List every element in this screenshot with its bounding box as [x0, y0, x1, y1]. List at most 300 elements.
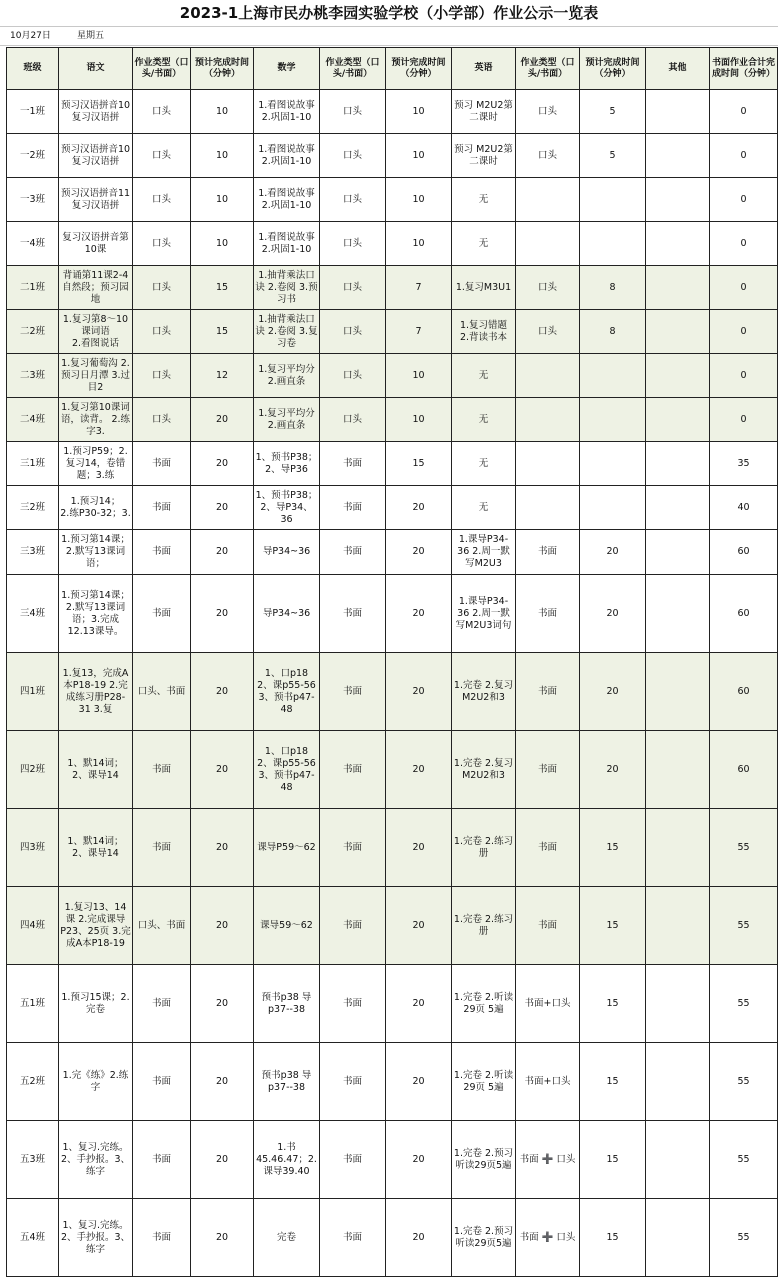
english-cell[interactable] — [452, 442, 516, 486]
total-cell[interactable] — [710, 90, 778, 134]
class-cell[interactable] — [7, 1043, 59, 1121]
type-math-cell[interactable] — [320, 222, 386, 266]
total-cell[interactable] — [710, 530, 778, 575]
time-english-cell[interactable] — [580, 178, 646, 222]
type-math-cell[interactable] — [320, 530, 386, 575]
other-cell[interactable] — [646, 266, 710, 310]
chinese-cell[interactable] — [59, 1043, 133, 1121]
english-cell[interactable] — [452, 1121, 516, 1199]
time-math-cell[interactable] — [386, 266, 452, 310]
header-time-english[interactable]: 预计完成时间（分钟） — [580, 48, 646, 90]
class-cell[interactable] — [7, 398, 59, 442]
type-math-cell[interactable] — [320, 1199, 386, 1277]
english-cell[interactable] — [452, 90, 516, 134]
time-chinese-cell[interactable] — [191, 266, 254, 310]
time-chinese-cell[interactable] — [191, 178, 254, 222]
other-cell[interactable] — [646, 887, 710, 965]
total-cell[interactable] — [710, 575, 778, 653]
type-english-cell[interactable] — [516, 266, 580, 310]
type-chinese-cell[interactable] — [133, 178, 191, 222]
total-cell[interactable] — [710, 134, 778, 178]
time-math-cell[interactable] — [386, 486, 452, 530]
type-math-cell[interactable] — [320, 809, 386, 887]
time-math-cell[interactable] — [386, 1043, 452, 1121]
table-row — [7, 653, 778, 731]
time-chinese-cell[interactable] — [191, 731, 254, 809]
chinese-cell[interactable] — [59, 178, 133, 222]
time-english-cell-text: 15 — [606, 1231, 619, 1243]
other-cell[interactable] — [646, 809, 710, 887]
class-cell[interactable] — [7, 575, 59, 653]
chinese-cell[interactable] — [59, 731, 133, 809]
other-cell[interactable] — [646, 1121, 710, 1199]
type-chinese-cell[interactable] — [133, 398, 191, 442]
chinese-cell[interactable] — [59, 354, 133, 398]
chinese-cell[interactable] — [59, 1121, 133, 1199]
total-cell[interactable] — [710, 965, 778, 1043]
type-math-cell[interactable] — [320, 134, 386, 178]
time-math-cell[interactable] — [386, 965, 452, 1043]
class-cell[interactable] — [7, 809, 59, 887]
chinese-cell[interactable] — [59, 90, 133, 134]
total-cell-text: 55 — [737, 919, 750, 931]
total-cell[interactable] — [710, 1199, 778, 1277]
type-math-cell-text: 书面 — [342, 1075, 362, 1087]
time-math-cell[interactable] — [386, 887, 452, 965]
other-cell[interactable] — [646, 442, 710, 486]
type-chinese-cell-text: 口头 — [151, 413, 171, 425]
total-cell[interactable] — [710, 731, 778, 809]
chinese-cell-text: 1.完《练》2.练字 — [62, 1069, 129, 1093]
class-cell[interactable] — [7, 178, 59, 222]
math-cell[interactable] — [254, 887, 320, 965]
type-math-cell[interactable] — [320, 442, 386, 486]
math-cell[interactable] — [254, 222, 320, 266]
class-cell[interactable] — [7, 266, 59, 310]
time-chinese-cell[interactable] — [191, 965, 254, 1043]
time-chinese-cell[interactable] — [191, 887, 254, 965]
total-cell[interactable] — [710, 442, 778, 486]
type-chinese-cell[interactable] — [133, 222, 191, 266]
math-cell[interactable] — [254, 486, 320, 530]
english-cell[interactable] — [452, 530, 516, 575]
header-math[interactable]: 数学 — [254, 48, 320, 90]
math-cell[interactable] — [254, 1199, 320, 1277]
time-math-cell[interactable] — [386, 731, 452, 809]
time-chinese-cell[interactable] — [191, 90, 254, 134]
english-cell[interactable] — [452, 398, 516, 442]
english-cell-text: 1.完卷 2.练习册 — [453, 835, 514, 859]
math-cell[interactable] — [254, 310, 320, 354]
time-chinese-cell-text: 10 — [215, 237, 229, 249]
type-math-cell-text: 书面 — [342, 997, 362, 1009]
type-math-cell-text: 书面 — [342, 1153, 362, 1165]
class-cell[interactable] — [7, 442, 59, 486]
type-math-cell[interactable] — [320, 653, 386, 731]
other-cell[interactable] — [646, 530, 710, 575]
class-cell[interactable] — [7, 134, 59, 178]
type-english-cell[interactable] — [516, 530, 580, 575]
time-english-cell[interactable] — [580, 653, 646, 731]
header-total[interactable]: 书面作业合计完成时间（分钟） — [710, 48, 778, 90]
type-english-cell[interactable] — [516, 731, 580, 809]
time-math-cell[interactable] — [386, 653, 452, 731]
type-english-cell[interactable] — [516, 90, 580, 134]
type-math-cell[interactable] — [320, 731, 386, 809]
english-cell[interactable] — [452, 731, 516, 809]
english-cell[interactable] — [452, 178, 516, 222]
header-type-chinese[interactable]: 作业类型（口头/书面） — [133, 48, 191, 90]
type-math-cell[interactable] — [320, 90, 386, 134]
other-cell[interactable] — [646, 222, 710, 266]
chinese-cell[interactable] — [59, 1199, 133, 1277]
english-cell[interactable] — [452, 266, 516, 310]
math-cell[interactable] — [254, 1043, 320, 1121]
time-english-cell[interactable] — [580, 90, 646, 134]
total-cell[interactable] — [710, 653, 778, 731]
time-english-cell[interactable] — [580, 1121, 646, 1199]
type-math-cell-text: 口头 — [342, 149, 362, 161]
header-other[interactable]: 其他 — [646, 48, 710, 90]
type-chinese-cell-text: 书面 — [151, 546, 171, 557]
other-cell[interactable] — [646, 1043, 710, 1121]
english-cell[interactable] — [452, 134, 516, 178]
time-math-cell[interactable] — [386, 222, 452, 266]
other-cell[interactable] — [646, 1199, 710, 1277]
math-cell[interactable] — [254, 809, 320, 887]
class-cell[interactable] — [7, 222, 59, 266]
chinese-cell[interactable] — [59, 809, 133, 887]
time-math-cell[interactable] — [386, 1199, 452, 1277]
time-english-cell[interactable] — [580, 1199, 646, 1277]
type-math-cell-text: 口头 — [342, 105, 362, 117]
time-chinese-cell[interactable] — [191, 442, 254, 486]
time-english-cell[interactable] — [580, 486, 646, 530]
time-english-cell-text: 20 — [606, 685, 619, 697]
math-cell[interactable] — [254, 530, 320, 575]
type-chinese-cell[interactable] — [133, 266, 191, 310]
type-english-cell[interactable] — [516, 1121, 580, 1199]
class-cell[interactable] — [7, 731, 59, 809]
class-cell[interactable] — [7, 354, 59, 398]
type-chinese-cell[interactable] — [133, 1121, 191, 1199]
time-math-cell[interactable] — [386, 134, 452, 178]
type-chinese-cell-text: 书面 — [151, 841, 171, 853]
time-chinese-cell[interactable] — [191, 1199, 254, 1277]
type-english-cell[interactable] — [516, 222, 580, 266]
total-cell[interactable] — [710, 178, 778, 222]
type-chinese-cell[interactable] — [133, 486, 191, 530]
date-cell[interactable]: 10月27日 — [10, 31, 51, 41]
math-cell[interactable] — [254, 653, 320, 731]
chinese-cell[interactable] — [59, 653, 133, 731]
type-english-cell[interactable] — [516, 965, 580, 1043]
time-math-cell[interactable] — [386, 354, 452, 398]
chinese-cell[interactable] — [59, 134, 133, 178]
time-chinese-cell[interactable] — [191, 398, 254, 442]
time-chinese-cell[interactable] — [191, 530, 254, 575]
time-math-cell[interactable] — [386, 398, 452, 442]
class-cell-text: 五4班 — [19, 1231, 46, 1243]
chinese-cell[interactable] — [59, 530, 133, 575]
english-cell[interactable] — [452, 1043, 516, 1121]
english-cell[interactable] — [452, 965, 516, 1043]
chinese-cell[interactable] — [59, 965, 133, 1043]
time-chinese-cell[interactable] — [191, 134, 254, 178]
type-english-cell[interactable] — [516, 134, 580, 178]
chinese-cell[interactable] — [59, 442, 133, 486]
math-cell[interactable] — [254, 266, 320, 310]
time-english-cell[interactable] — [580, 134, 646, 178]
type-chinese-cell[interactable] — [133, 1043, 191, 1121]
class-cell[interactable] — [7, 887, 59, 965]
other-cell[interactable] — [646, 90, 710, 134]
class-cell[interactable] — [7, 530, 59, 575]
english-cell[interactable] — [452, 1199, 516, 1277]
time-math-cell-text: 20 — [412, 685, 425, 697]
class-cell[interactable] — [7, 653, 59, 731]
type-math-cell[interactable] — [320, 965, 386, 1043]
time-chinese-cell[interactable] — [191, 222, 254, 266]
math-cell-text: 导P34~36 — [262, 546, 311, 557]
type-chinese-cell-text: 书面 — [151, 457, 171, 469]
type-chinese-cell[interactable] — [133, 310, 191, 354]
other-cell[interactable] — [646, 575, 710, 653]
time-math-cell-text: 10 — [412, 369, 425, 381]
total-cell[interactable] — [710, 1043, 778, 1121]
chinese-cell[interactable] — [59, 310, 133, 354]
time-math-cell[interactable] — [386, 442, 452, 486]
header-chinese[interactable]: 语文 — [59, 48, 133, 90]
type-chinese-cell[interactable] — [133, 442, 191, 486]
type-math-cell[interactable] — [320, 887, 386, 965]
type-chinese-cell-text: 书面 — [151, 1075, 171, 1087]
type-chinese-cell[interactable] — [133, 809, 191, 887]
class-cell[interactable] — [7, 965, 59, 1043]
math-cell[interactable] — [254, 575, 320, 653]
other-cell[interactable] — [646, 134, 710, 178]
math-cell[interactable] — [254, 90, 320, 134]
chinese-cell[interactable] — [59, 222, 133, 266]
date-row — [0, 27, 778, 46]
type-math-cell[interactable] — [320, 575, 386, 653]
time-math-cell[interactable] — [386, 310, 452, 354]
type-math-cell[interactable] — [320, 354, 386, 398]
math-cell[interactable] — [254, 354, 320, 398]
chinese-cell[interactable] — [59, 575, 133, 653]
total-cell[interactable] — [710, 266, 778, 310]
math-cell[interactable] — [254, 134, 320, 178]
time-english-cell[interactable] — [580, 222, 646, 266]
type-chinese-cell[interactable] — [133, 354, 191, 398]
type-math-cell[interactable] — [320, 1043, 386, 1121]
class-cell-text: 二4班 — [19, 413, 46, 425]
time-chinese-cell-text: 20 — [215, 501, 229, 513]
class-cell-text: 四4班 — [19, 919, 46, 931]
total-cell[interactable] — [710, 222, 778, 266]
header-type-english[interactable]: 作业类型（口头/书面） — [516, 48, 580, 90]
type-math-cell-text: 口头 — [342, 237, 362, 249]
class-cell-text: 四2班 — [19, 763, 46, 775]
english-cell[interactable] — [452, 310, 516, 354]
total-cell[interactable] — [710, 354, 778, 398]
type-math-cell-text: 书面 — [342, 1231, 362, 1243]
type-math-cell-text: 口头 — [342, 193, 362, 205]
math-cell[interactable] — [254, 731, 320, 809]
type-english-cell[interactable] — [516, 354, 580, 398]
time-english-cell[interactable] — [580, 731, 646, 809]
type-chinese-cell-text: 口头 — [151, 193, 171, 205]
other-cell[interactable] — [646, 398, 710, 442]
time-english-cell[interactable] — [580, 442, 646, 486]
header-english[interactable]: 英语 — [452, 48, 516, 90]
time-chinese-cell[interactable] — [191, 575, 254, 653]
english-cell[interactable] — [452, 887, 516, 965]
time-chinese-cell[interactable] — [191, 1043, 254, 1121]
time-math-cell-text: 10 — [412, 237, 425, 249]
time-math-cell[interactable] — [386, 809, 452, 887]
total-cell[interactable] — [710, 1121, 778, 1199]
time-chinese-cell[interactable] — [191, 310, 254, 354]
chinese-cell-text: 1、默14词；2、课导14 — [67, 757, 124, 781]
type-chinese-cell[interactable] — [133, 887, 191, 965]
type-english-cell[interactable] — [516, 442, 580, 486]
type-english-cell[interactable] — [516, 653, 580, 731]
chinese-cell-text: 预习汉语拼音10 复习汉语拼 — [60, 99, 131, 123]
type-chinese-cell[interactable] — [133, 575, 191, 653]
math-cell-text: 课导59～62 — [260, 919, 313, 931]
time-math-cell[interactable] — [386, 530, 452, 575]
type-math-cell[interactable] — [320, 178, 386, 222]
header-time-math[interactable]: 预计完成时间（分钟） — [386, 48, 452, 90]
other-cell[interactable] — [646, 178, 710, 222]
english-cell[interactable] — [452, 653, 516, 731]
other-cell[interactable] — [646, 965, 710, 1043]
total-cell[interactable] — [710, 809, 778, 887]
time-english-cell[interactable] — [580, 809, 646, 887]
type-english-cell[interactable] — [516, 310, 580, 354]
class-cell[interactable] — [7, 486, 59, 530]
time-chinese-cell[interactable] — [191, 809, 254, 887]
time-english-cell[interactable] — [580, 965, 646, 1043]
class-cell[interactable] — [7, 1121, 59, 1199]
time-math-cell[interactable] — [386, 575, 452, 653]
english-cell-text: 无 — [478, 369, 489, 381]
math-cell[interactable] — [254, 965, 320, 1043]
time-english-cell[interactable] — [580, 887, 646, 965]
type-english-cell[interactable] — [516, 575, 580, 653]
english-cell[interactable] — [452, 354, 516, 398]
english-cell[interactable] — [452, 575, 516, 653]
math-cell-text: 预书p38 导p37--38 — [261, 991, 312, 1015]
math-cell[interactable] — [254, 1121, 320, 1199]
type-chinese-cell[interactable] — [133, 1199, 191, 1277]
time-english-cell[interactable] — [580, 266, 646, 310]
type-chinese-cell[interactable] — [133, 653, 191, 731]
other-cell[interactable] — [646, 731, 710, 809]
time-english-cell[interactable] — [580, 575, 646, 653]
other-cell[interactable] — [646, 653, 710, 731]
class-cell-text: 二2班 — [19, 325, 46, 337]
chinese-cell[interactable] — [59, 887, 133, 965]
math-cell[interactable] — [254, 442, 320, 486]
time-chinese-cell[interactable] — [191, 1121, 254, 1199]
english-cell[interactable] — [452, 809, 516, 887]
total-cell[interactable] — [710, 398, 778, 442]
other-cell[interactable] — [646, 354, 710, 398]
time-chinese-cell-text: 20 — [215, 413, 229, 425]
type-math-cell-text: 书面 — [342, 919, 362, 931]
time-english-cell[interactable] — [580, 310, 646, 354]
time-math-cell[interactable] — [386, 90, 452, 134]
math-cell[interactable] — [254, 398, 320, 442]
header-type-math[interactable]: 作业类型（口头/书面） — [320, 48, 386, 90]
chinese-cell[interactable] — [59, 266, 133, 310]
time-english-cell[interactable] — [580, 354, 646, 398]
type-math-cell[interactable] — [320, 486, 386, 530]
total-cell-text: 0 — [740, 325, 747, 337]
total-cell[interactable] — [710, 310, 778, 354]
class-cell[interactable] — [7, 90, 59, 134]
header-time-chinese[interactable]: 预计完成时间（分钟） — [191, 48, 254, 90]
type-english-cell[interactable] — [516, 1043, 580, 1121]
time-chinese-cell[interactable] — [191, 653, 254, 731]
time-english-cell[interactable] — [580, 398, 646, 442]
total-cell[interactable] — [710, 887, 778, 965]
time-english-cell-text: 15 — [606, 1153, 619, 1165]
time-chinese-cell[interactable] — [191, 486, 254, 530]
chinese-cell[interactable] — [59, 398, 133, 442]
type-math-cell[interactable] — [320, 266, 386, 310]
time-english-cell-text: 20 — [606, 607, 619, 619]
type-english-cell[interactable] — [516, 178, 580, 222]
type-math-cell[interactable] — [320, 1121, 386, 1199]
class-cell[interactable] — [7, 310, 59, 354]
weekday-cell[interactable]: 星期五 — [77, 31, 105, 41]
type-english-cell[interactable] — [516, 887, 580, 965]
type-chinese-cell[interactable] — [133, 965, 191, 1043]
header-class[interactable]: 班级 — [7, 48, 59, 90]
time-math-cell[interactable] — [386, 1121, 452, 1199]
type-math-cell[interactable] — [320, 398, 386, 442]
other-cell[interactable] — [646, 310, 710, 354]
english-cell[interactable] — [452, 222, 516, 266]
type-chinese-cell[interactable] — [133, 731, 191, 809]
english-cell-text: 无 — [478, 413, 489, 425]
type-chinese-cell[interactable] — [133, 90, 191, 134]
time-english-cell[interactable] — [580, 530, 646, 575]
type-english-cell[interactable] — [516, 809, 580, 887]
type-english-cell[interactable] — [516, 486, 580, 530]
type-english-cell[interactable] — [516, 398, 580, 442]
math-cell-text: 1.看图说故事 2.巩固1-10 — [258, 143, 315, 167]
type-english-cell[interactable] — [516, 1199, 580, 1277]
math-cell[interactable] — [254, 178, 320, 222]
english-cell[interactable] — [452, 486, 516, 530]
time-english-cell-text: 20 — [606, 546, 619, 557]
other-cell[interactable] — [646, 486, 710, 530]
chinese-cell[interactable] — [59, 486, 133, 530]
class-cell[interactable] — [7, 1199, 59, 1277]
time-english-cell[interactable] — [580, 1043, 646, 1121]
total-cell[interactable] — [710, 486, 778, 530]
time-chinese-cell[interactable] — [191, 354, 254, 398]
type-math-cell[interactable] — [320, 310, 386, 354]
type-chinese-cell[interactable] — [133, 134, 191, 178]
type-chinese-cell[interactable] — [133, 530, 191, 575]
time-math-cell[interactable] — [386, 178, 452, 222]
table-row — [7, 1043, 778, 1121]
